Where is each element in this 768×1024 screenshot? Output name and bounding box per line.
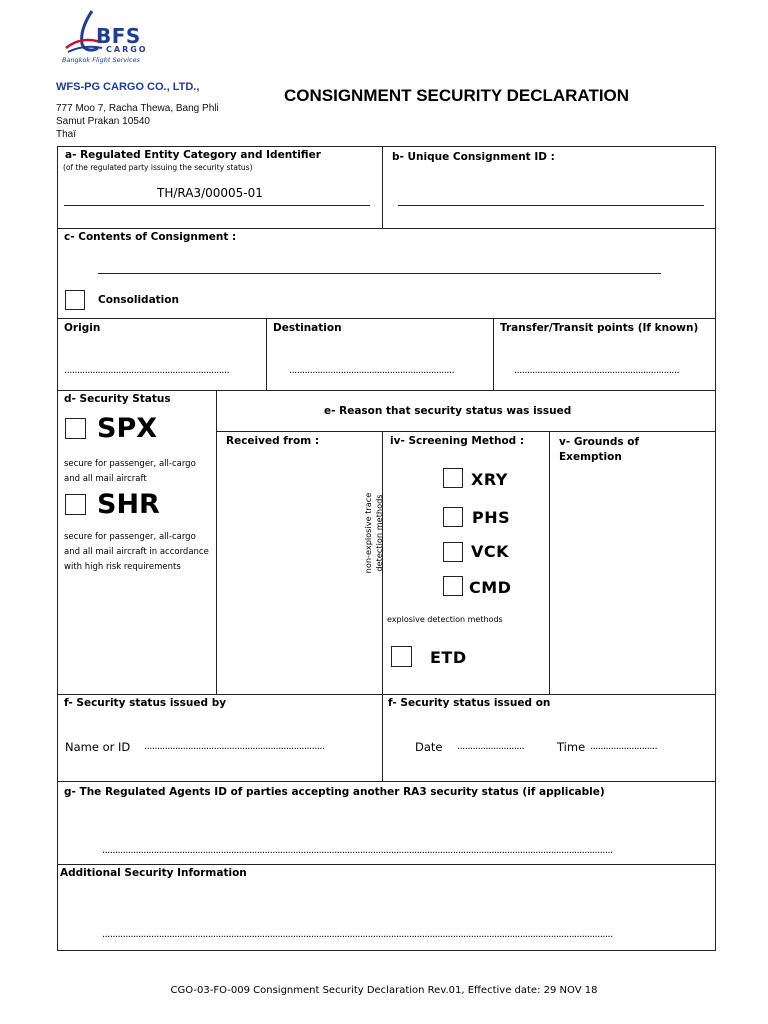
non-explosive-note: non-explosive trace detection methods: [363, 492, 384, 574]
explosive-note: explosive detection methods: [387, 615, 503, 624]
issued-by-label: f- Security status issued by: [64, 697, 227, 709]
company-name: WFS-PG CARGO CO., LTD.,: [56, 81, 200, 93]
time-field[interactable]: ..........................: [590, 741, 658, 752]
section-c-label: c- Contents of Consignment :: [64, 231, 237, 243]
shr-code: SHR: [97, 489, 160, 520]
company-logo: [62, 8, 154, 68]
date-label: Date: [415, 740, 443, 754]
date-field[interactable]: ..........................: [457, 741, 525, 752]
time-label: Time: [557, 740, 586, 754]
etd-label: ETD: [430, 648, 467, 667]
etd-checkbox[interactable]: [391, 646, 412, 667]
regulated-agents-field[interactable]: ......................................................................................................................................................................................................: [102, 845, 613, 856]
section-a-label: a- Regulated Entity Category and Identifier: [65, 149, 321, 161]
additional-info-label: Additional Security Information: [60, 867, 247, 879]
screening-method-label: iv- Screening Method :: [390, 435, 525, 447]
shr-checkbox[interactable]: [65, 494, 86, 515]
transit-field[interactable]: ................................................................: [514, 365, 680, 376]
section-e-label: e- Reason that security status was issued: [324, 405, 572, 417]
cmd-checkbox[interactable]: [443, 576, 463, 596]
origin-field[interactable]: ................................................................: [64, 365, 230, 376]
vck-checkbox[interactable]: [443, 542, 463, 562]
section-b-label: b- Unique Consignment ID :: [392, 151, 555, 163]
section-g-label: g- The Regulated Agents ID of parties accepting another RA3 security status (if applicable): [64, 786, 605, 798]
contents-field[interactable]: [98, 273, 661, 274]
consolidation-label: Consolidation: [98, 294, 179, 306]
page-title: CONSIGNMENT SECURITY DECLARATION: [284, 86, 630, 105]
name-label: Name or ID: [65, 740, 131, 754]
address-line-3: Thaï: [56, 129, 77, 140]
regulated-entity-id[interactable]: TH/RA3/00005-01: [157, 186, 263, 200]
logo-brand: BFS: [96, 24, 141, 48]
destination-label: Destination: [273, 322, 342, 334]
xry-checkbox[interactable]: [443, 468, 463, 488]
phs-checkbox[interactable]: [443, 507, 463, 527]
phs-label: PHS: [472, 508, 511, 527]
shr-description: secure for passenger, all-cargo and all mail aircraft in accordance with high risk requirements: [64, 532, 209, 572]
document-footer: CGO-03-FO-009 Consignment Security Declaration Rev.01, Effective date: 29 NOV 18: [170, 985, 598, 996]
section-a-note: (of the regulated party issuing the security status): [63, 163, 253, 172]
address-line-2: Samut Prakan 10540: [56, 116, 150, 127]
regulated-entity-underline: [64, 205, 370, 206]
origin-label: Origin: [64, 322, 101, 334]
cmd-label: CMD: [469, 578, 512, 597]
additional-info-field[interactable]: ......................................................................................................................................................................................................: [102, 929, 613, 940]
logo-tagline: Bangkok Flight Services: [62, 56, 140, 64]
consolidation-checkbox[interactable]: [65, 290, 85, 310]
vck-label: VCK: [471, 542, 510, 561]
address-line-1: 777 Moo 7, Racha Thewa, Bang Phli: [56, 103, 219, 114]
issued-on-label: f- Security status issued on: [388, 697, 551, 709]
spx-checkbox[interactable]: [65, 418, 86, 439]
consignment-id-field[interactable]: [398, 205, 704, 206]
section-d-label: d- Security Status: [64, 393, 171, 405]
spx-code: SPX: [97, 413, 158, 444]
destination-field[interactable]: ................................................................: [289, 365, 455, 376]
name-field[interactable]: ......................................................................: [144, 741, 325, 752]
received-from-label: Received from :: [226, 435, 320, 447]
logo-cargo: CARGO: [106, 45, 148, 54]
xry-label: XRY: [471, 470, 508, 489]
spx-description: secure for passenger, all-cargo and all mail aircraft: [64, 459, 196, 484]
exemption-label: v- Grounds of Exemption: [559, 436, 640, 463]
transit-label: Transfer/Transit points (If known): [500, 322, 699, 334]
